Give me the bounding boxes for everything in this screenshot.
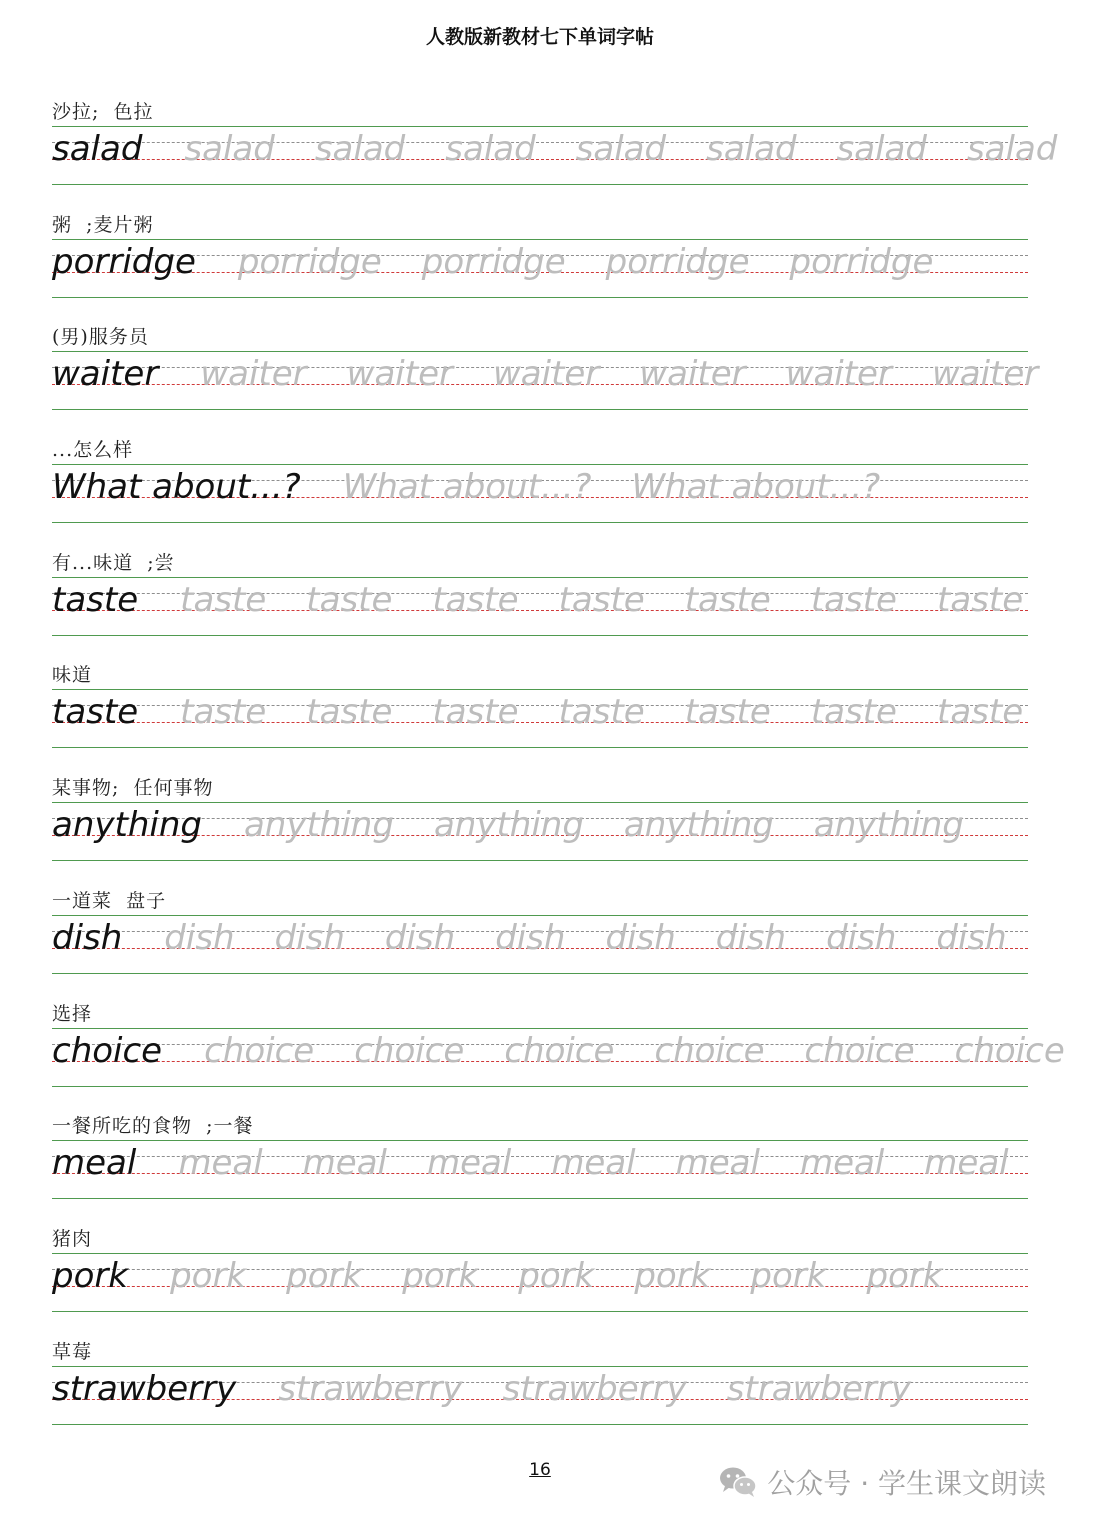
trace-word: What about...? [342, 467, 592, 508]
word-entry [0, 431, 1080, 544]
trace-word: meal [426, 1143, 512, 1184]
guide-line [52, 973, 1028, 974]
trace-word: porridge [237, 241, 382, 282]
trace-word: taste [432, 692, 519, 733]
word-entry [0, 769, 1080, 882]
trace-word: anything [433, 805, 584, 846]
trace-word: pork [750, 1255, 827, 1296]
model-word: waiter [52, 354, 159, 395]
model-word: taste [52, 692, 139, 733]
trace-word: choice [804, 1030, 915, 1071]
word-row [52, 805, 1028, 846]
guide-line [52, 239, 1028, 240]
trace-word: taste [810, 579, 897, 620]
word-entry [0, 995, 1080, 1108]
word-row [52, 1143, 1028, 1184]
trace-word: What about...? [631, 467, 881, 508]
word-entry [0, 882, 1080, 995]
trace-word: meal [924, 1143, 1009, 1184]
guide-line [52, 1253, 1028, 1254]
trace-word: waiter [785, 354, 892, 395]
page-title: 人教版新教材七下单词字帖 [425, 26, 654, 48]
guide-line [52, 297, 1028, 298]
word-row [52, 354, 1039, 395]
trace-word: taste [558, 579, 645, 620]
model-word: salad [52, 129, 143, 169]
guide-line [52, 1424, 1028, 1425]
trace-word: dish [384, 917, 456, 958]
guide-line [52, 689, 1028, 690]
trace-word: salad [184, 129, 275, 169]
trace-word: choice [954, 1030, 1065, 1071]
word-meaning: 一餐所吃的食物 ;一餐 [52, 1115, 254, 1138]
trace-word: taste [306, 692, 393, 733]
trace-word: taste [936, 692, 1024, 733]
word-meaning: 一道菜 盘子 [52, 889, 167, 912]
word-entry [0, 544, 1080, 657]
word-meaning: 粥 ;麦片粥 [52, 213, 154, 236]
trace-word: strawberry [502, 1368, 687, 1409]
trace-word: waiter [200, 354, 307, 395]
trace-word: choice [654, 1030, 765, 1071]
model-word: dish [52, 917, 123, 958]
guide-line [52, 860, 1028, 861]
trace-word: dish [826, 917, 897, 958]
trace-word: taste [558, 692, 645, 733]
guide-line [52, 747, 1028, 748]
trace-word: salad [445, 129, 536, 169]
guide-line [52, 1086, 1028, 1087]
trace-word: porridge [789, 241, 934, 282]
trace-word: dish [936, 917, 1007, 958]
trace-word: strawberry [726, 1368, 911, 1409]
trace-word: anything [813, 805, 964, 846]
word-meaning: 味道 [52, 664, 93, 687]
word-row [52, 467, 1028, 508]
trace-word: dish [274, 917, 345, 958]
trace-word: waiter [492, 354, 600, 395]
guide-line [52, 1366, 1028, 1367]
trace-word: porridge [605, 241, 750, 282]
trace-word: taste [180, 692, 267, 733]
trace-word: pork [286, 1255, 363, 1296]
trace-word: taste [306, 579, 393, 620]
trace-word: dish [715, 917, 787, 958]
trace-word: choice [204, 1030, 315, 1071]
trace-word: porridge [421, 241, 566, 282]
trace-word: pork [402, 1255, 479, 1296]
watermark-text: 公众号 · 学生课文朗读 [767, 1467, 1046, 1500]
model-word: porridge [52, 241, 196, 282]
word-entry [0, 93, 1080, 206]
trace-word: taste [180, 579, 267, 620]
trace-word: pork [170, 1255, 247, 1296]
watermark [719, 1462, 1046, 1502]
trace-word: salad [314, 129, 406, 169]
word-entry [0, 656, 1080, 769]
trace-word: strawberry [278, 1368, 463, 1409]
word-entry [0, 206, 1080, 319]
guide-line [52, 351, 1028, 352]
guide-line [52, 915, 1028, 916]
trace-word: choice [504, 1030, 615, 1071]
word-entry [0, 318, 1080, 431]
word-entry [0, 1220, 1080, 1333]
guide-line [52, 522, 1028, 523]
model-word: pork [52, 1255, 129, 1296]
guide-line [52, 1198, 1028, 1199]
word-row [52, 241, 1028, 282]
wechat-icon [719, 1466, 757, 1498]
word-meaning: (男)服务员 [52, 326, 149, 349]
trace-word: meal [799, 1143, 885, 1184]
model-word: strawberry [52, 1368, 237, 1409]
page-number: 16 [529, 1460, 551, 1480]
trace-word: pork [866, 1255, 943, 1296]
guide-line [52, 1140, 1028, 1141]
trace-word: waiter [639, 354, 746, 395]
guide-line [52, 802, 1028, 803]
word-row [52, 579, 1028, 620]
word-meaning: 选择 [52, 1002, 93, 1025]
model-word: choice [52, 1030, 163, 1071]
word-row [52, 1255, 1028, 1296]
trace-word: salad [706, 129, 797, 169]
trace-word: anything [623, 805, 774, 846]
model-word: taste [52, 579, 139, 620]
word-entry [0, 1333, 1080, 1446]
guide-line [52, 1028, 1028, 1029]
trace-word: taste [684, 579, 771, 620]
model-word: meal [52, 1143, 137, 1184]
trace-word: dish [495, 917, 566, 958]
guide-line [52, 184, 1028, 185]
trace-word: taste [432, 579, 519, 620]
guide-line [52, 577, 1028, 578]
model-word: anything [52, 805, 202, 846]
trace-word: choice [354, 1030, 465, 1071]
trace-word: taste [684, 692, 771, 733]
word-row [52, 129, 1058, 169]
trace-word: pork [634, 1255, 711, 1296]
trace-word: waiter [931, 354, 1039, 395]
guide-line [52, 464, 1028, 465]
trace-word: anything [243, 805, 394, 846]
trace-word: taste [936, 579, 1024, 620]
trace-word: meal [675, 1143, 760, 1184]
guide-line [52, 635, 1028, 636]
model-word: What about...? [52, 467, 301, 508]
word-meaning: 有...味道 ;尝 [52, 551, 175, 574]
word-meaning: 草莓 [52, 1340, 93, 1363]
word-row [52, 917, 1028, 958]
word-row [52, 1030, 1065, 1071]
word-meaning: 沙拉; 色拉 [52, 101, 154, 123]
trace-word: meal [178, 1143, 263, 1184]
trace-word: dish [164, 917, 235, 958]
word-meaning: 某事物; 任何事物 [52, 777, 214, 800]
word-row [52, 692, 1028, 733]
trace-word: dish [605, 917, 676, 958]
word-entries [0, 93, 1080, 1445]
guide-line [52, 1311, 1028, 1312]
trace-word: salad [575, 129, 667, 169]
trace-word: salad [836, 129, 927, 169]
trace-word: taste [810, 692, 897, 733]
guide-line [52, 409, 1028, 410]
trace-word: pork [518, 1255, 595, 1296]
trace-word: meal [551, 1143, 636, 1184]
guide-line [52, 126, 1028, 127]
trace-word: waiter [346, 354, 453, 395]
word-meaning: ...怎么样 [52, 439, 134, 462]
trace-word: salad [966, 129, 1058, 169]
trace-word: meal [302, 1143, 387, 1184]
word-row [52, 1368, 1028, 1409]
word-meaning: 猪肉 [52, 1227, 93, 1250]
word-entry [0, 1107, 1080, 1220]
